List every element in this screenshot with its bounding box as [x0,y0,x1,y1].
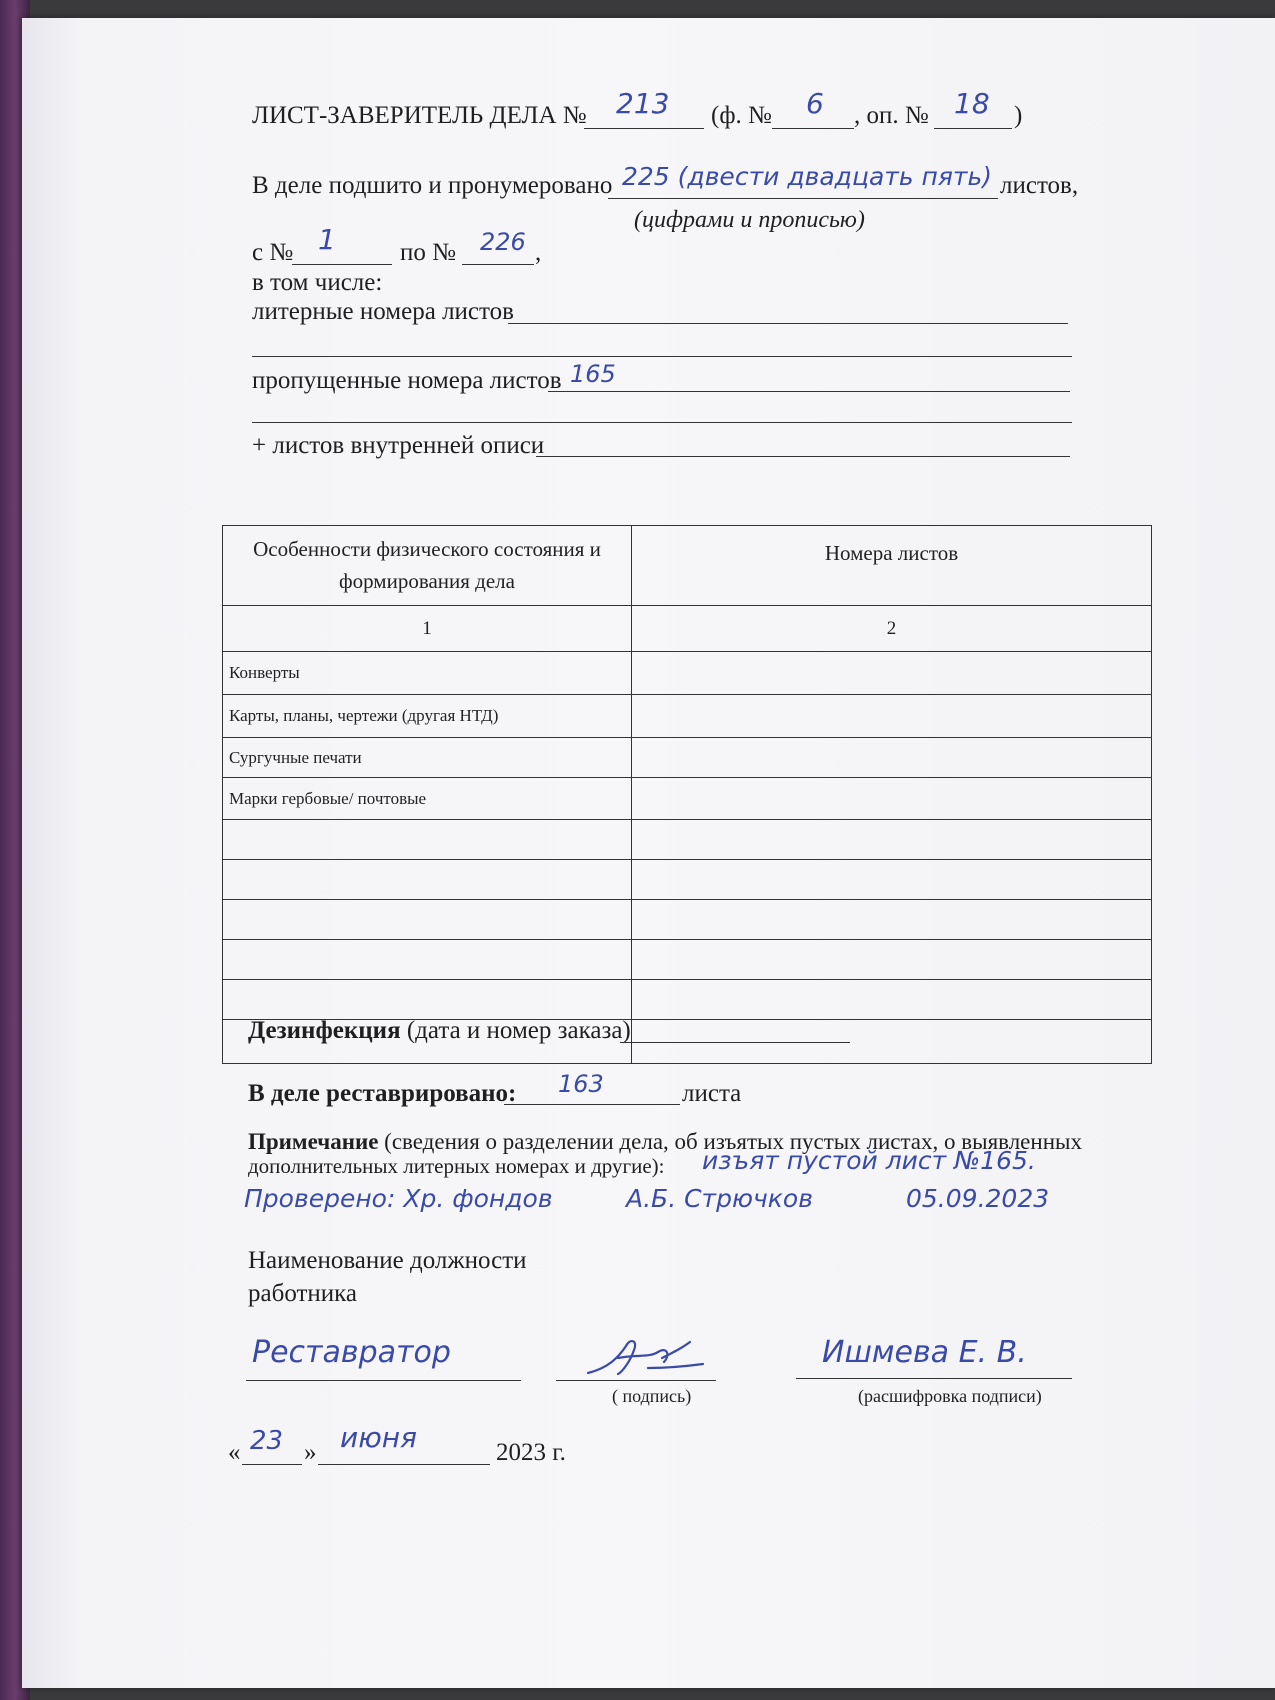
sheets-hint: (цифрами и прописью) [634,207,865,233]
to-line [462,264,534,265]
missing-numbers-line [548,391,1070,392]
note-text-2: дополнительных литерных номерах и другие): [248,1154,665,1178]
fond-label: (ф. № [711,102,772,129]
table-row [223,980,1152,1020]
row-value [632,820,1152,860]
name-line [796,1378,1072,1379]
col2-number: 2 [632,606,1152,652]
date-year: 2023 г. [496,1439,566,1466]
row-label [223,900,632,940]
restored-line [504,1104,680,1105]
row-value [632,695,1152,738]
table-row [223,860,1152,900]
inner-inventory-line [536,456,1070,457]
row-label: Конверты [223,652,632,695]
including-label: в том числе: [252,269,383,296]
fond-number-line [772,128,854,129]
row-label: Марки гербовые/ почтовые [223,778,632,820]
row-label: Карты, планы, чертежи (другая НТД) [223,695,632,738]
row-value [632,738,1152,778]
note-label: Примечание [248,1129,379,1154]
table-row [223,652,1152,695]
letter-numbers-line-2 [252,356,1072,357]
row-label: Сургучные печати [223,738,632,778]
date-open-quote: « [228,1439,241,1466]
sheets-line [608,198,998,199]
disinfection-line [620,1042,850,1043]
from-value: 1 [318,223,336,256]
from-line [292,264,392,265]
from-label: с № [252,239,294,266]
missing-numbers-line-2 [252,422,1072,423]
sheets-value: 225 (двести двадцать пять) [622,162,992,191]
disinfection-label: Дезинфекция [248,1017,401,1044]
date-month: июня [340,1421,417,1454]
row-value [632,778,1152,820]
to-label: по № [400,239,456,266]
restored-suffix: листа [682,1080,742,1107]
col2-header: Номера листов [632,526,1152,606]
row-value [632,900,1152,940]
row-label [223,940,632,980]
col1-header: Особенности физического состояния и формирования дела [223,526,632,606]
row-label [223,860,632,900]
row-value [632,860,1152,900]
sheets-suffix: листов, [1000,172,1079,199]
name-hint: (расшифровка подписи) [858,1386,1042,1406]
position-label-1: Наименование должности [248,1247,527,1274]
date-day: 23 [250,1426,284,1456]
position-line [246,1380,521,1381]
sheets-label: В деле подшито и пронумеровано [252,172,613,199]
header-close: ) [1014,102,1023,129]
position-label-2: работника [248,1280,358,1307]
row-label [223,980,632,1020]
to-value: 226 [480,228,526,256]
restored-label: В деле реставрировано: [248,1080,517,1107]
note-handwriting-1: изъят пустой лист №165. [702,1146,1036,1175]
table-row [223,820,1152,860]
missing-numbers-label: пропущенные номера листов [252,367,562,394]
missing-numbers-value: 165 [570,360,616,388]
position-value: Реставратор [252,1335,451,1370]
note-handwriting-2: Проверено: Хр. фондов [244,1184,553,1213]
table-row [223,738,1152,778]
signature-image [578,1328,708,1383]
note-handwriting-3: А.Б. Стрючков [626,1184,813,1213]
table-row [223,778,1152,820]
table-row [223,940,1152,980]
disinfection-rest: (дата и номер заказа) [406,1017,631,1044]
opis-number-line [934,128,1012,129]
disinfection-line-text [248,1018,631,1043]
table-number-row [223,606,1152,652]
condition-table [222,525,1152,1064]
note-text-1: (сведения о разделении дела, об изъятых пустых листах, о выявленных [384,1129,1082,1154]
delo-number: 213 [616,87,670,120]
table-row [223,900,1152,940]
signature-hint: ( подпись) [612,1386,692,1406]
table-header-row [223,526,1152,606]
name-value: Ишмева Е. В. [822,1335,1027,1370]
col1-number: 1 [223,606,632,652]
fond-number: 6 [806,87,824,120]
row-label [223,820,632,860]
table-row [223,695,1152,738]
date-day-line [242,1464,302,1465]
row-value [632,652,1152,695]
letter-numbers-line [508,323,1068,324]
restored-value: 163 [558,1070,604,1098]
opis-label: , оп. № [854,102,929,129]
document-page [22,18,1275,1688]
row-value [632,940,1152,980]
note-handwriting-4: 05.09.2023 [906,1184,1050,1213]
row-value [632,980,1152,1020]
date-close-quote: » [304,1439,317,1466]
date-month-line [318,1464,490,1465]
title-prefix: ЛИСТ-ЗАВЕРИТЕЛЬ ДЕЛА № [252,102,587,129]
opis-number: 18 [954,87,990,120]
to-comma: , [535,239,542,266]
letter-numbers-label: литерные номера листов [252,298,514,325]
delo-number-line [584,128,704,129]
inner-inventory-label: + листов внутренней описи [252,432,545,459]
